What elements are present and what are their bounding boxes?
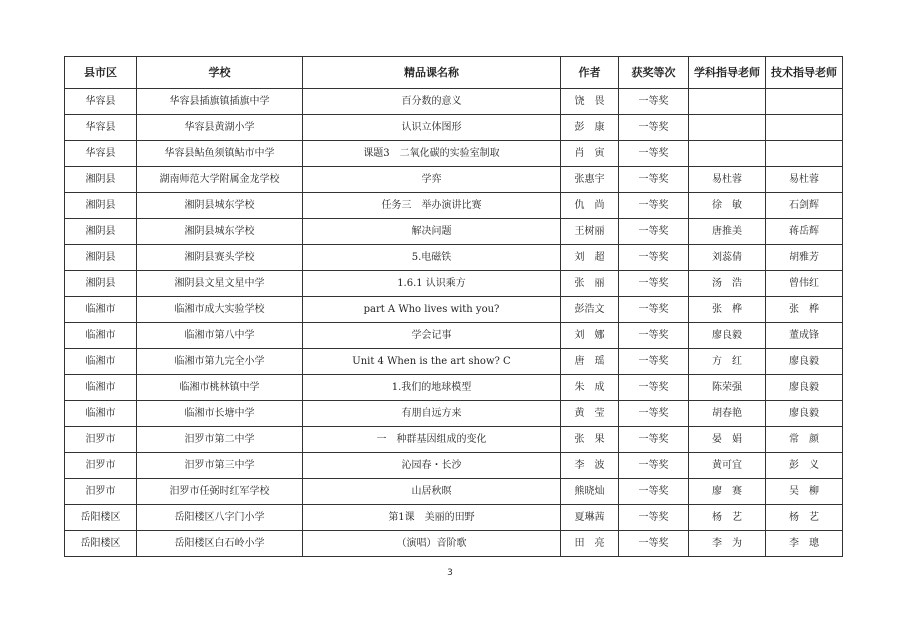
header-tech-teacher: 技术指导老师 (766, 57, 843, 89)
cell-award: 一等奖 (619, 505, 689, 531)
header-award: 获奖等次 (619, 57, 689, 89)
cell-school: 岳阳楼区白石岭小学 (137, 531, 303, 557)
cell-course: 有朋自远方来 (303, 401, 561, 427)
cell-award: 一等奖 (619, 193, 689, 219)
cell-tech-teacher: 廖良毅 (766, 349, 843, 375)
cell-course: 百分数的意义 (303, 89, 561, 115)
cell-tech-teacher: 常 颜 (766, 427, 843, 453)
cell-award: 一等奖 (619, 531, 689, 557)
cell-award: 一等奖 (619, 453, 689, 479)
cell-award: 一等奖 (619, 375, 689, 401)
table-row (65, 349, 843, 375)
cell-county: 临湘市 (65, 349, 137, 375)
cell-county: 华容县 (65, 115, 137, 141)
cell-subject-teacher: 唐推美 (689, 219, 766, 245)
table-row (65, 479, 843, 505)
cell-award: 一等奖 (619, 349, 689, 375)
cell-course: Unit 4 When is the art show? C (303, 349, 561, 375)
cell-tech-teacher: 李 璁 (766, 531, 843, 557)
cell-tech-teacher: 张 桦 (766, 297, 843, 323)
cell-course: 认识立体图形 (303, 115, 561, 141)
cell-author: 张惠宇 (561, 167, 619, 193)
header-author: 作者 (561, 57, 619, 89)
table-row (65, 427, 843, 453)
cell-tech-teacher: 胡雅芳 (766, 245, 843, 271)
cell-award: 一等奖 (619, 141, 689, 167)
cell-school: 湖南师范大学附属金龙学校 (137, 167, 303, 193)
cell-award: 一等奖 (619, 401, 689, 427)
cell-subject-teacher: 徐 敏 (689, 193, 766, 219)
cell-course: 解决问题 (303, 219, 561, 245)
cell-county: 湘阴县 (65, 245, 137, 271)
cell-award: 一等奖 (619, 89, 689, 115)
cell-county: 临湘市 (65, 375, 137, 401)
cell-subject-teacher: 胡春艳 (689, 401, 766, 427)
cell-author: 李 波 (561, 453, 619, 479)
cell-subject-teacher: 杨 艺 (689, 505, 766, 531)
cell-course: 课题3 二氧化碳的实验室制取 (303, 141, 561, 167)
cell-course: 任务三 举办演讲比赛 (303, 193, 561, 219)
cell-subject-teacher: 易杜蓉 (689, 167, 766, 193)
cell-county: 湘阴县 (65, 167, 137, 193)
cell-school: 临湘市成大实验学校 (137, 297, 303, 323)
cell-county: 汨罗市 (65, 479, 137, 505)
cell-award: 一等奖 (619, 271, 689, 297)
cell-author: 饶 畏 (561, 89, 619, 115)
table-row (65, 271, 843, 297)
cell-subject-teacher (689, 115, 766, 141)
cell-course: 学会记事 (303, 323, 561, 349)
table-row (65, 245, 843, 271)
cell-course: （演唱）音阶歌 (303, 531, 561, 557)
table-row (65, 531, 843, 557)
cell-tech-teacher: 石剑辉 (766, 193, 843, 219)
cell-county: 湘阴县 (65, 193, 137, 219)
cell-subject-teacher: 刘蕊倩 (689, 245, 766, 271)
header-course: 精品课名称 (303, 57, 561, 89)
cell-school: 湘阴县赛头学校 (137, 245, 303, 271)
cell-county: 华容县 (65, 141, 137, 167)
cell-award: 一等奖 (619, 167, 689, 193)
cell-author: 田 亮 (561, 531, 619, 557)
cell-school: 临湘市长塘中学 (137, 401, 303, 427)
cell-course: 1.6.1 认识乘方 (303, 271, 561, 297)
cell-county: 华容县 (65, 89, 137, 115)
cell-school: 临湘市第八中学 (137, 323, 303, 349)
cell-author: 仇 尚 (561, 193, 619, 219)
cell-award: 一等奖 (619, 323, 689, 349)
cell-author: 熊晓灿 (561, 479, 619, 505)
table-row (65, 505, 843, 531)
cell-tech-teacher: 易杜蓉 (766, 167, 843, 193)
cell-author: 王树丽 (561, 219, 619, 245)
cell-subject-teacher: 张 桦 (689, 297, 766, 323)
cell-school: 汨罗市任弼时红军学校 (137, 479, 303, 505)
cell-tech-teacher: 吴 柳 (766, 479, 843, 505)
cell-tech-teacher: 廖良毅 (766, 401, 843, 427)
cell-tech-teacher: 董成锋 (766, 323, 843, 349)
table-row (65, 297, 843, 323)
cell-tech-teacher: 廖良毅 (766, 375, 843, 401)
cell-county: 岳阳楼区 (65, 531, 137, 557)
cell-subject-teacher: 晏 娟 (689, 427, 766, 453)
cell-course: 1.我们的地球模型 (303, 375, 561, 401)
cell-author: 夏琳茜 (561, 505, 619, 531)
cell-author: 张 果 (561, 427, 619, 453)
cell-course: 学弈 (303, 167, 561, 193)
cell-tech-teacher: 彭 义 (766, 453, 843, 479)
table-row (65, 193, 843, 219)
header-county: 县市区 (65, 57, 137, 89)
cell-subject-teacher: 陈荣强 (689, 375, 766, 401)
cell-school: 湘阴县文星文星中学 (137, 271, 303, 297)
table-row (65, 219, 843, 245)
awards-table (64, 56, 843, 557)
cell-subject-teacher (689, 141, 766, 167)
cell-school: 岳阳楼区八字门小学 (137, 505, 303, 531)
table-row (65, 375, 843, 401)
table-row (65, 401, 843, 427)
page-number: 3 (447, 568, 453, 578)
cell-author: 唐 瑶 (561, 349, 619, 375)
cell-award: 一等奖 (619, 219, 689, 245)
cell-author: 彭 康 (561, 115, 619, 141)
cell-subject-teacher (689, 89, 766, 115)
cell-tech-teacher: 杨 艺 (766, 505, 843, 531)
cell-school: 临湘市第九完全小学 (137, 349, 303, 375)
cell-tech-teacher: 蒋岳辉 (766, 219, 843, 245)
table-row (65, 115, 843, 141)
cell-award: 一等奖 (619, 427, 689, 453)
cell-school: 汨罗市第三中学 (137, 453, 303, 479)
cell-author: 彭浩文 (561, 297, 619, 323)
cell-county: 湘阴县 (65, 219, 137, 245)
cell-school: 临湘市桃林镇中学 (137, 375, 303, 401)
table-body (65, 89, 843, 557)
cell-county: 临湘市 (65, 401, 137, 427)
cell-subject-teacher: 廖良毅 (689, 323, 766, 349)
cell-author: 肖 寅 (561, 141, 619, 167)
cell-subject-teacher: 廖 赛 (689, 479, 766, 505)
cell-tech-teacher (766, 115, 843, 141)
cell-course: 一 种群基因组成的变化 (303, 427, 561, 453)
cell-author: 刘 娜 (561, 323, 619, 349)
cell-subject-teacher: 方 红 (689, 349, 766, 375)
cell-county: 湘阴县 (65, 271, 137, 297)
table-row (65, 141, 843, 167)
table-row (65, 453, 843, 479)
cell-subject-teacher: 李 为 (689, 531, 766, 557)
cell-tech-teacher (766, 141, 843, 167)
cell-school: 汨罗市第二中学 (137, 427, 303, 453)
cell-school: 华容县黄湖小学 (137, 115, 303, 141)
table-row (65, 167, 843, 193)
cell-subject-teacher: 汤 浩 (689, 271, 766, 297)
cell-school: 湘阴县城东学校 (137, 193, 303, 219)
cell-award: 一等奖 (619, 479, 689, 505)
cell-county: 临湘市 (65, 323, 137, 349)
header-school: 学校 (137, 57, 303, 89)
cell-county: 临湘市 (65, 297, 137, 323)
cell-county: 岳阳楼区 (65, 505, 137, 531)
cell-author: 朱 成 (561, 375, 619, 401)
cell-school: 华容县鲇鱼须镇鲇市中学 (137, 141, 303, 167)
cell-award: 一等奖 (619, 115, 689, 141)
cell-course: 5.电磁铁 (303, 245, 561, 271)
cell-author: 张 丽 (561, 271, 619, 297)
cell-award: 一等奖 (619, 297, 689, 323)
cell-tech-teacher (766, 89, 843, 115)
table-row (65, 323, 843, 349)
cell-school: 华容县插旗镇插旗中学 (137, 89, 303, 115)
cell-county: 汨罗市 (65, 453, 137, 479)
table-row (65, 89, 843, 115)
cell-course: 沁园春・长沙 (303, 453, 561, 479)
cell-course: 第1课 美丽的田野 (303, 505, 561, 531)
cell-county: 汨罗市 (65, 427, 137, 453)
header-subject-teacher: 学科指导老师 (689, 57, 766, 89)
cell-course: 山居秋暝 (303, 479, 561, 505)
header-row (65, 57, 843, 89)
cell-author: 黄 莹 (561, 401, 619, 427)
cell-award: 一等奖 (619, 245, 689, 271)
cell-course: part A Who lives with you? (303, 297, 561, 323)
cell-school: 湘阴县城东学校 (137, 219, 303, 245)
cell-tech-teacher: 曾伟红 (766, 271, 843, 297)
cell-subject-teacher: 黄可宜 (689, 453, 766, 479)
cell-author: 刘 超 (561, 245, 619, 271)
